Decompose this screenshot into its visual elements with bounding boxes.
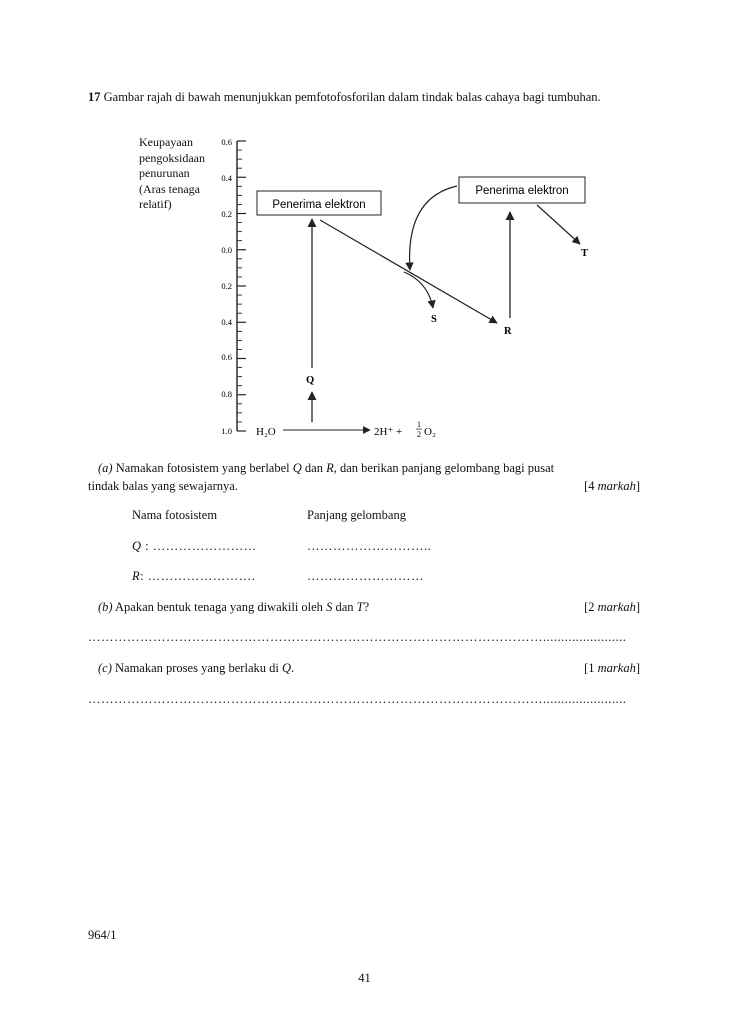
answer-q-name-blank[interactable]: …………………… [152,539,257,553]
part-c-question [98,659,640,677]
label-q: Q [306,375,315,386]
half-fraction-num: 1 [417,420,421,429]
tick-label: 0.8 [221,389,232,399]
photophosphorylation-diagram [0,0,729,470]
part-c-text: (c) Namakan proses yang berlaku di Q. [98,661,295,675]
part-b-marks: [2 markah] [584,600,640,614]
page-number: 41 [358,971,371,985]
answer-r-name-blank[interactable]: ……………………. [147,569,256,583]
tick-label: 0.4 [221,173,232,183]
part-b-answer-line[interactable]: ……………………………………………………………………………………………....................... [88,630,627,644]
part-a-line2 [88,477,640,495]
part-b-question [98,598,640,616]
label-t: T [581,248,589,259]
cyclic-return-arrow [410,186,457,270]
question-intro-text: Gambar rajah di bawah menunjukkan pemfotofosforilan dalam tindak balas cahaya bagi tumbuhan. [103,90,601,104]
t-arrow [537,205,580,244]
col-header-wavelength: Panjang gelombang [307,508,406,522]
question-number: 17 [88,90,101,104]
answer-r-row: R: ……………………. [132,569,256,583]
label-s: S [431,314,437,325]
part-b-text: (b) Apakan bentuk tenaga yang diwakili oleh S dan T? [98,600,370,614]
label-r: R [504,326,512,337]
part-c-marks: [1 markah] [584,661,640,675]
part-a-line2-text: tindak balas yang sewajarnya. [88,479,238,493]
tick-label: 0.6 [221,137,232,147]
answer-q-row: Q : …………………… [132,539,257,553]
part-a-marks: [4 markah] [584,479,640,493]
axis-label-line: pengoksidaan [139,150,205,165]
answer-r-label: R [132,569,141,583]
part-a-label: (a) [98,461,113,475]
electron-acceptor-label-2: Penerima elektron [475,185,569,197]
water-label: H₂O [256,426,276,438]
part-a-q: Q [292,461,302,475]
oxygen-label: O₂ [424,426,436,438]
tick-label: 0.0 [221,245,232,255]
tick-label: 0.6 [221,352,232,362]
part-a-text: Namakan fotosistem yang berlabel [112,461,293,475]
answer-q-wavelength-blank[interactable]: ……………………….. [307,539,432,553]
products-label: 2H⁺ + [374,426,403,438]
half-fraction-den: 2 [417,430,421,439]
col-header-photosystem: Nama fotosistem [132,508,218,522]
axis-ticks [237,141,246,431]
axis-label-line: Keupayaan [139,135,193,149]
part-a-text: , dan berikan panjang gelombang bagi pusat [333,461,555,475]
electron-acceptor-label-1: Penerima elektron [272,199,366,211]
answer-r-wavelength-blank[interactable]: ……………………… [307,569,424,583]
axis-label-line: penurunan [139,166,190,180]
tick-label: 1.0 [221,426,232,436]
part-a-question [88,459,640,477]
part-a-text: dan [301,461,327,475]
paper-code: 964/1 [88,928,117,942]
part-c-answer-line[interactable]: ……………………………………………………………………………………………....................... [88,692,627,706]
answer-q-label: Q [132,539,142,553]
tick-label: 0.4 [221,317,232,327]
electron-chain-arrow [320,220,497,323]
axis-label-line: relatif) [139,197,172,211]
part-a-r: R [326,461,334,475]
axis-label-line: (Aras tenaga [139,181,200,196]
tick-label: 0.2 [221,209,232,219]
tick-label: 0.2 [221,281,232,291]
